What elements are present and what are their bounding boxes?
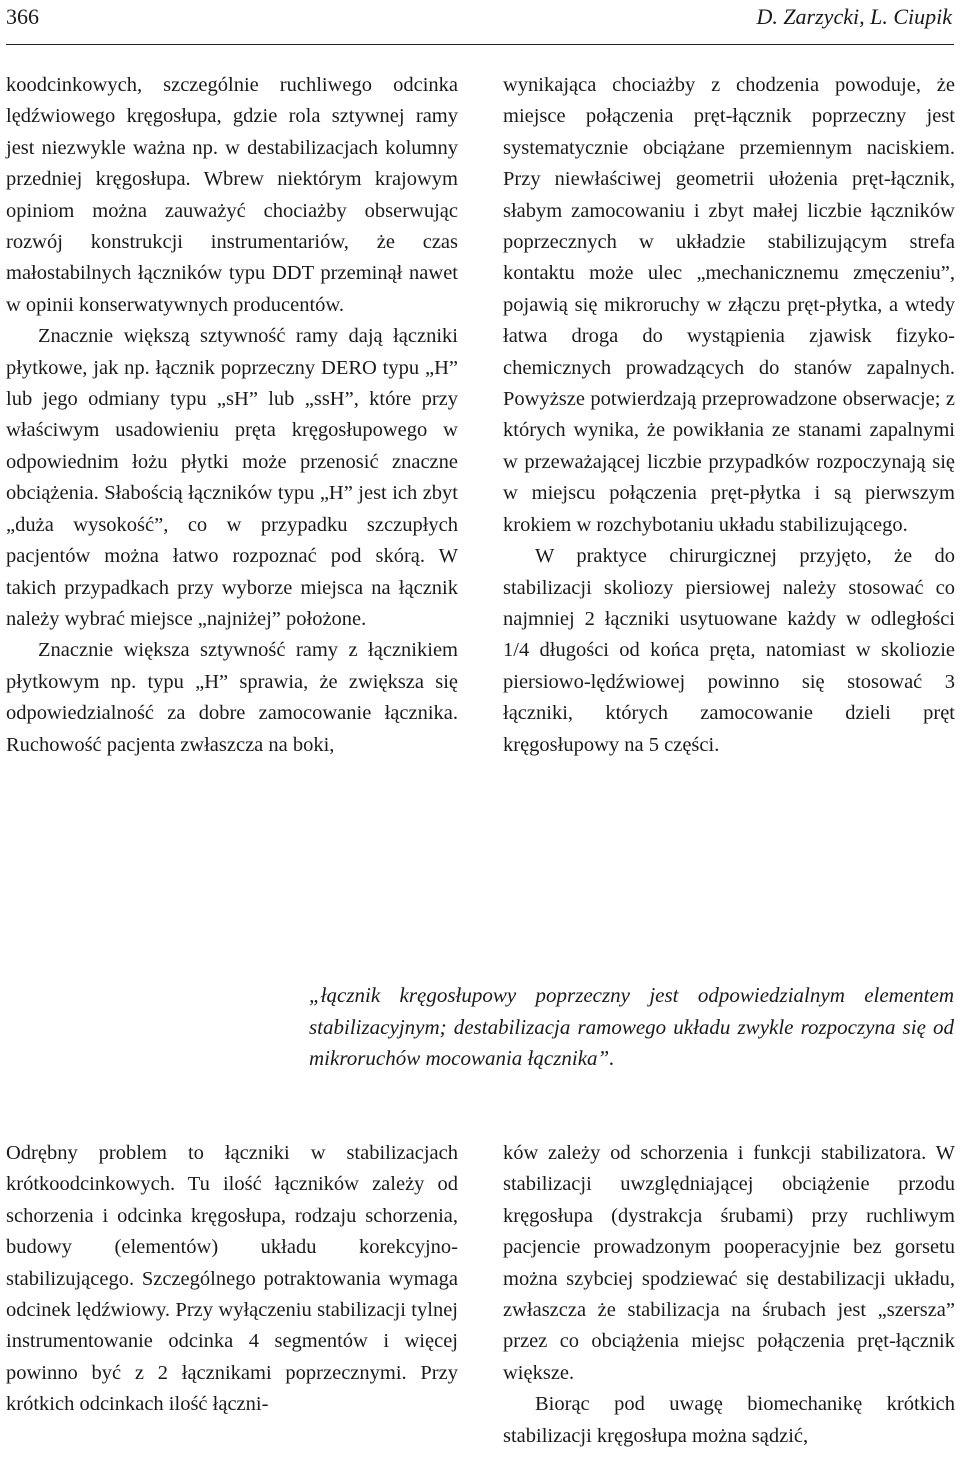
bottom-right-column bbox=[503, 1138, 955, 1452]
paragraph: Znacznie większą sztywność ramy dają łączniki płytkowe, jak np. łącznik poprzeczny DERO typu „H” lub jego odmiany typu „sH” lub „ssH”, które przy właściwym usadowieniu pręta kręgosłupowego w odpowiednim łożu płytki może przenosić znaczne obciążenia. Słabością łączników typu „H” jest ich zbyt „duża wysokość”, co w przypadku szczupłych pacjentów można łatwo rozpoznać pod skórą. W takich przypadkach przy wyborze miejsca na łącznik należy wybrać miejsce „najniżej” położone. bbox=[6, 325, 458, 630]
paragraph: Znacznie większa sztywność ramy z łącznikiem płytkowym np. typu „H” sprawia, że zwiększa się odpowiedzialność za dobre zamocowanie łącznika. Ruchowość pacjenta zwłaszcza na boki, bbox=[6, 639, 458, 756]
running-header-authors: D. Zarzycki, L. Ciupik bbox=[756, 4, 952, 29]
paragraph: W praktyce chirurgicznej przyjęto, że do stabilizacji skoliozy piersiowej należy stosować co najmniej 2 łączniki usytuowane każdy w odległości 1/4 długości od końca pręta, natomiast w skoliozie piersiowo-lędźwiowej powinno się stosować 3 łączniki, których zamocowanie dzieli pręt kręgosłupowy na 5 części. bbox=[503, 545, 955, 756]
top-left-column bbox=[6, 70, 458, 761]
pull-quote: „łącznik kręgosłupowy poprzeczny jest odpowiedzialnym elementem stabilizacyjnym; destabilizacja ramowego układu zwykle rozpoczyna się od mikroruchów mocowania łącznika”. bbox=[309, 983, 954, 1070]
paragraph: Odrębny problem to łączniki w stabilizacjach krótkoodcinkowych. Tu ilość łączników zależy od schorzenia i odcinka kręgosłupa, rodzaju schorzenia, budowy (elementów) układu korekcyjno-stabilizującego. Szczególnego potraktowania wymaga odcinek lędźwiowy. Przy wyłączeniu stabilizacji tylnej instrumentowanie odcinka 4 segmentów i więcej powinno być z 2 łącznikami poprzecznymi. Przy krótkich odcinkach ilość łączni- bbox=[6, 1142, 458, 1416]
paragraph: koodcinkowych, szczególnie ruchliwego odcinka lędźwiowego kręgosłupa, gdzie rola sztywnej ramy jest niezwykle ważna np. w destabilizacjach kolumny przedniej kręgosłupa. Wbrew niektórym krajowym opiniom można zauważyć chociażby obserwując rozwój konstrukcji instrumentariów, że czas małostabilnych łączników typu DDT przeminął nawet w opinii konserwatywnych producentów. bbox=[6, 74, 458, 316]
top-right-column bbox=[503, 70, 955, 761]
paragraph: ków zależy od schorzenia i funkcji stabilizatora. W stabilizacji uwzględniającej obciążenie przodu kręgosłupa (dystrakcja śrubami) przy ruchliwym pacjencie prowadzonym pooperacyjnie bez gorsetu można szybciej spodziewać się destabilizacji układu, zwłaszcza że stabilizacja na śrubach jest „szersza” przez co obciążenia miejsc połączenia pręt-łącznik większe. bbox=[503, 1142, 955, 1384]
running-header bbox=[6, 0, 954, 45]
page-number: 366 bbox=[6, 4, 39, 29]
paragraph: Biorąc pod uwagę biomechanikę krótkich stabilizacji kręgosłupa można sądzić, bbox=[503, 1393, 955, 1447]
bottom-left-column bbox=[6, 1138, 458, 1421]
paragraph: wynikająca chociażby z chodzenia powoduje, że miejsce połączenia pręt-łącznik poprzeczny jest systematycznie obciążane przemiennym naciskiem. Przy niewłaściwej geometrii ułożenia pręt-łącznik, słabym zamocowaniu i zbyt małej liczbie łączników poprzecznych w układzie stabilizującym strefa kontaktu może ulec „mechanicznemu zmęczeniu”, pojawią się mikroruchy w złączu pręt-płytka, a wtedy łatwa droga do wystąpienia zjawisk fizyko-chemicznych prowadzących do stanów zapalnych. Powyższe potwierdzają przeprowadzone obserwacje; z których wynika, że powikłania ze stanami zapalnymi w przeważającej liczbie przypadków rozpoczynają się w miejscu połączenia pręt-płytka i są pierwszym krokiem w rozchybotaniu układu stabilizującego. bbox=[503, 74, 955, 536]
